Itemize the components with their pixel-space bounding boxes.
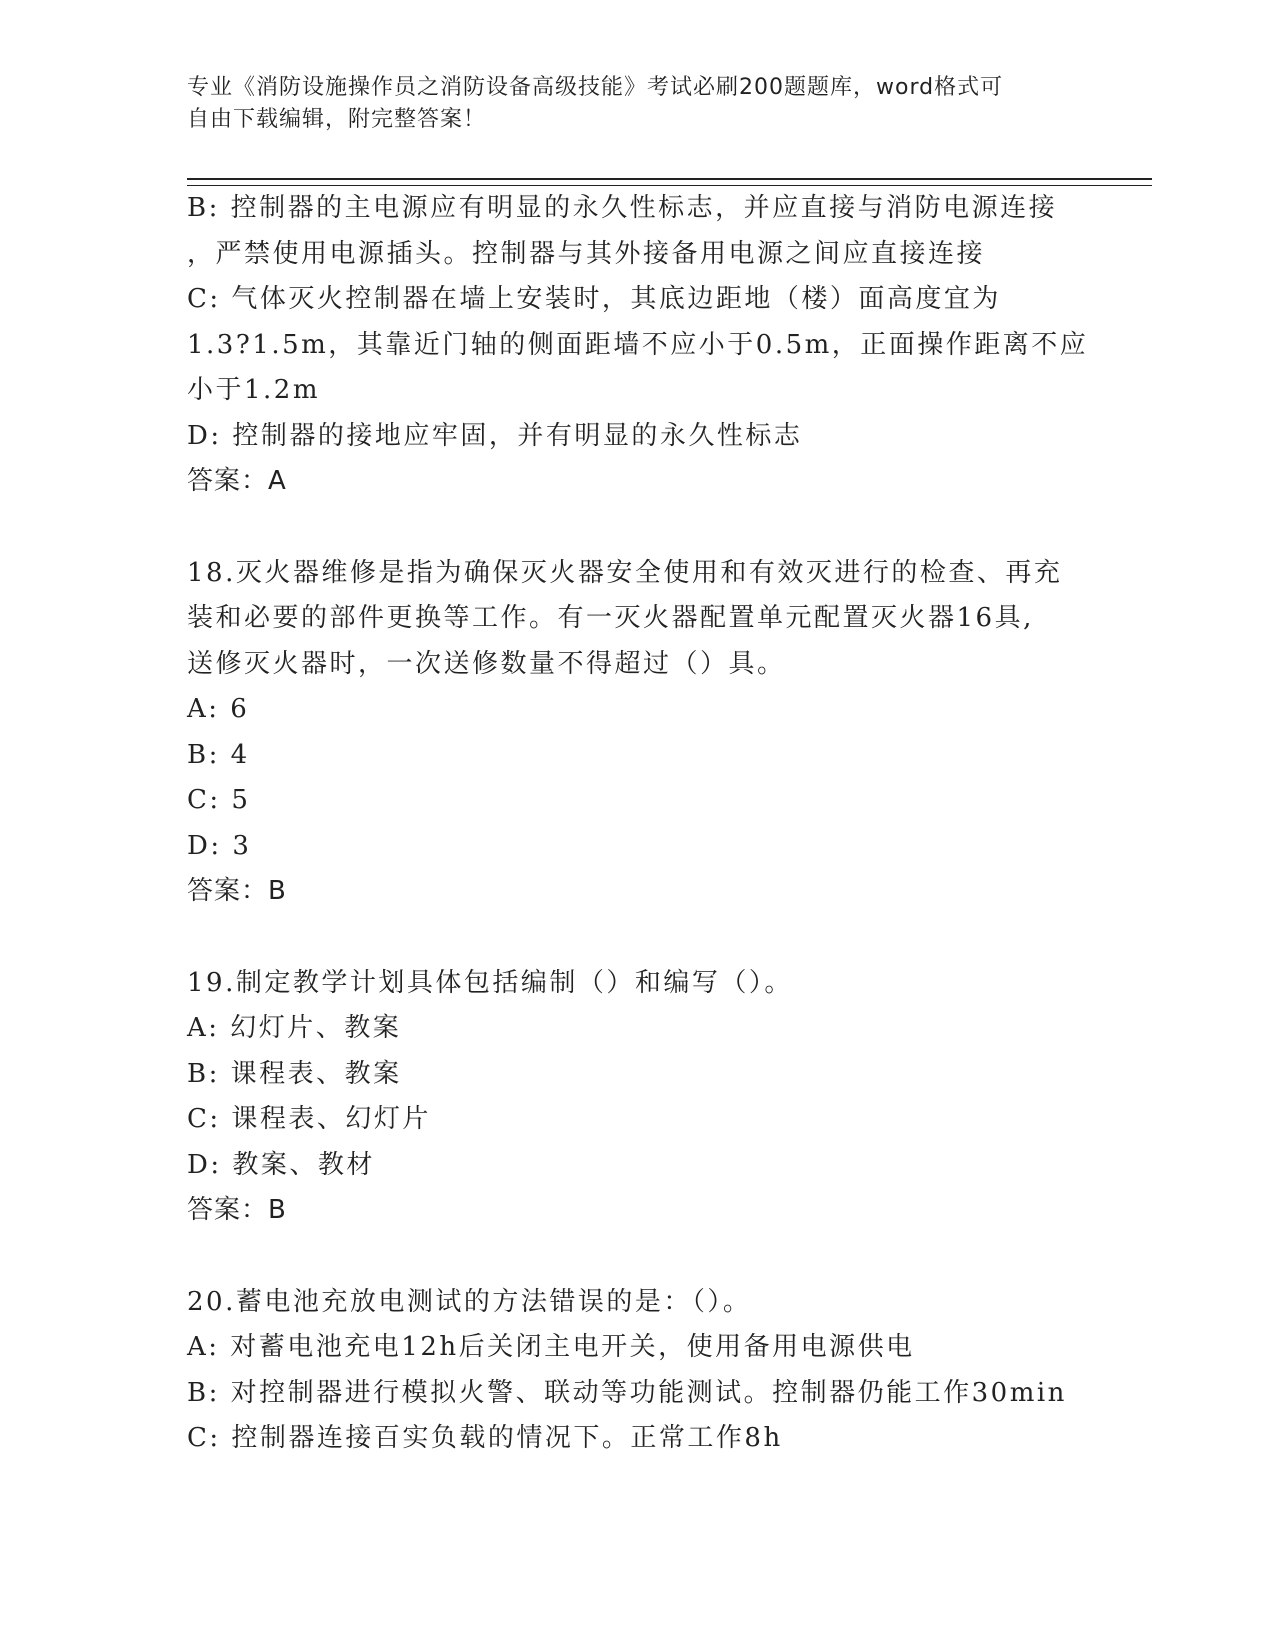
option-a: A: 6 — [187, 694, 250, 724]
option-a: A: 对蓄电池充电12h后关闭主电开关，使用备用电源供电 — [187, 1332, 915, 1362]
spacer — [187, 505, 1087, 551]
option-d: D: 教案、教材 — [187, 1149, 375, 1180]
spacer — [187, 915, 1087, 961]
question-stem: 19.制定教学计划具体包括编制（）和编写（）。 — [187, 967, 793, 998]
question-stem-line-2: 装和必要的部件更换等工作。有一灭火器配置单元配置灭火器16具, — [187, 603, 1034, 633]
question-17 — [187, 186, 1087, 505]
header-line-1: 专业《消防设施操作员之消防设备高级技能》考试必刷200题题库，word格式可 — [187, 75, 1004, 100]
question-stem: 20.蓄电池充放电测试的方法错误的是：（）。 — [187, 1286, 752, 1317]
question-stem-line-1: 18.灭火器维修是指为确保灭火器安全使用和有效灭进行的检查、再充 — [187, 557, 1063, 588]
option-d: D: 3 — [187, 830, 252, 861]
option-a: A: 幻灯片、教案 — [187, 1013, 402, 1043]
option-b: B: 4 — [187, 739, 250, 770]
option-b-line-1: B: 控制器的主电源应有明显的永久性标志，并应直接与消防电源连接 — [187, 193, 1058, 223]
option-c: C: 控制器连接百实负载的情况下。正常工作8h — [187, 1423, 783, 1453]
question-20 — [187, 1280, 1087, 1462]
spacer — [187, 1234, 1087, 1280]
option-c-line-3: 小于1.2m — [187, 375, 321, 405]
answer: 答案：A — [187, 466, 287, 496]
question-18 — [187, 551, 1087, 915]
option-b: B: 课程表、教案 — [187, 1058, 402, 1089]
question-19 — [187, 961, 1087, 1234]
document-header — [187, 72, 1087, 136]
option-d: D: 控制器的接地应牢固，并有明显的永久性标志 — [187, 420, 803, 451]
document-body — [187, 186, 1087, 1462]
option-b-line-2: ，严禁使用电源插头。控制器与其外接备用电源之间应直接连接 — [187, 238, 986, 269]
answer: 答案：B — [187, 1195, 287, 1225]
option-c: C: 5 — [187, 785, 251, 815]
answer: 答案：B — [187, 876, 287, 906]
option-b: B: 对控制器进行模拟火警、联动等功能测试。控制器仍能工作30min — [187, 1377, 1067, 1408]
option-c-line-2: 1.3?1.5m，其靠近门轴的侧面距墙不应小于0.5m，正面操作距离不应 — [187, 329, 1089, 360]
question-stem-line-3: 送修灭火器时，一次送修数量不得超过（）具。 — [187, 648, 786, 679]
option-c: C: 课程表、幻灯片 — [187, 1104, 431, 1134]
header-line-2: 自由下载编辑，附完整答案！ — [187, 107, 487, 132]
header-divider — [187, 178, 1152, 186]
option-c-line-1: C: 气体灭火控制器在墙上安装时，其底边距地（楼）面高度宜为 — [187, 284, 1001, 314]
